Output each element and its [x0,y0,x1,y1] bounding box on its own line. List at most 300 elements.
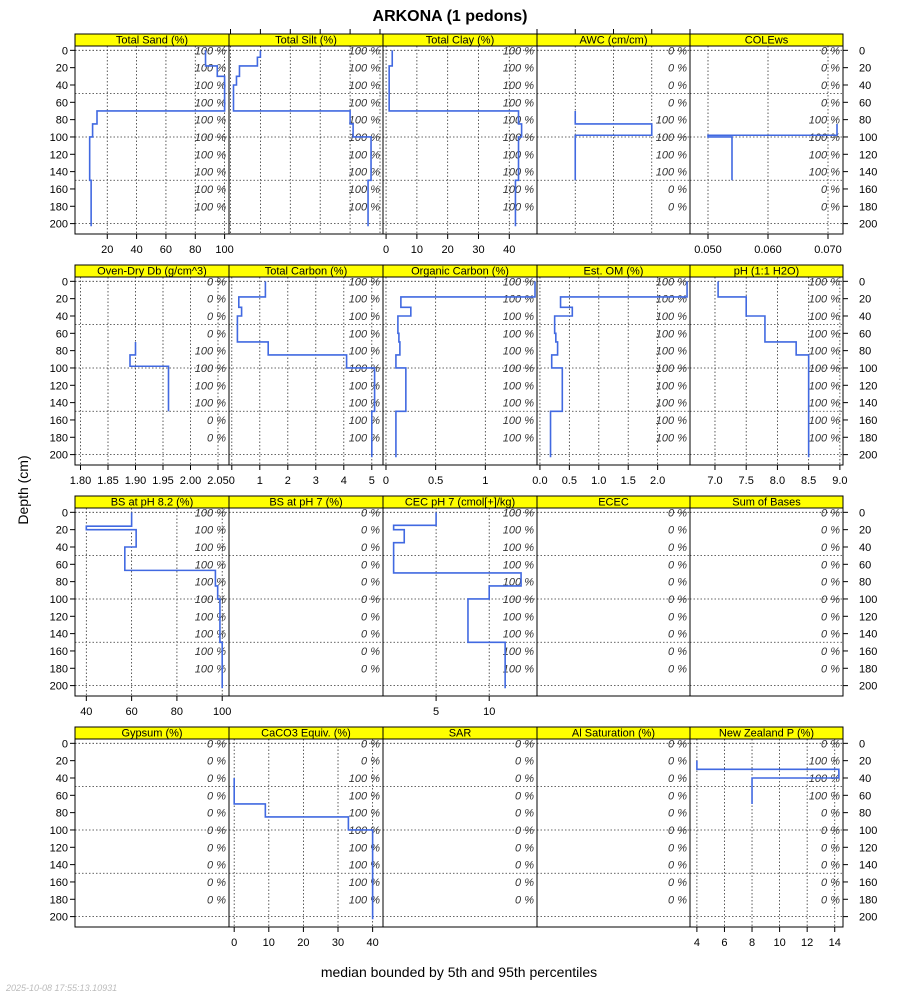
percent-label: 100 % [194,45,226,58]
percent-label: 0 % [207,738,226,751]
percent-label: 0 % [515,824,534,837]
percent-label: 100 % [348,824,380,837]
percent-label: 100 % [348,328,380,341]
percent-label: 100 % [348,201,380,214]
panel [690,496,877,696]
percent-label: 100 % [194,559,226,572]
y-tick-label: 160 [49,414,68,427]
y-tick-label: 80 [859,114,872,127]
x-tick-label: 0 [382,475,390,487]
y-tick-label: 140 [859,166,878,179]
x-tick-label: 80 [170,706,184,718]
x-tick-label: 10 [773,937,786,949]
panel-strip-label: AWC (cm/cm) [579,34,648,47]
percent-label: 100 % [502,397,534,410]
x-tick-label: 100 [213,706,232,718]
x-tick-label: 1.95 [152,475,174,487]
percent-label: 0 % [821,859,840,872]
y-tick-label: 100 [859,362,878,375]
panel [50,727,229,927]
percent-label: 0 % [821,559,840,572]
y-tick-label: 120 [859,842,878,855]
panel [532,265,690,487]
percent-label: 0 % [821,824,840,837]
percent-label: 100 % [502,45,534,58]
y-tick-label: 40 [859,772,872,785]
y-tick-label: 20 [55,755,68,768]
percent-label: 100 % [194,79,226,92]
percent-label: 0 % [668,772,687,785]
percent-label: 100 % [348,772,380,785]
x-tick-label: 100 [215,244,234,256]
percent-label: 0 % [515,807,534,820]
percent-label: 0 % [207,755,226,768]
y-tick-label: 200 [859,218,878,231]
x-tick-label: 1.85 [97,475,119,487]
y-tick-label: 140 [859,859,878,872]
percent-label: 0 % [361,593,380,606]
percent-label: 100 % [502,576,534,589]
percent-label: 100 % [502,114,534,127]
percent-label: 0 % [361,559,380,572]
percent-label: 100 % [194,362,226,375]
panel-strip-label: Total Silt (%) [275,34,337,47]
percent-label: 100 % [655,362,687,375]
percent-label: 0 % [668,183,687,196]
percent-label: 100 % [502,362,534,375]
x-tick-label: 5 [433,706,440,718]
percent-label: 100 % [348,894,380,907]
y-tick-label: 60 [859,559,872,572]
panel-strip-label: Al Saturation (%) [571,727,656,740]
percent-label: 0 % [207,432,226,445]
percent-label: 100 % [348,79,380,92]
percent-label: 100 % [502,149,534,162]
panel-strip-label: CaCO3 Equiv. (%) [261,727,351,740]
y-tick-label: 0 [61,738,68,751]
percent-label: 0 % [207,328,226,341]
percent-label: 100 % [502,432,534,445]
percent-label: 0 % [668,97,687,110]
panel-strip-label: Organic Carbon (%) [411,265,509,278]
percent-label: 0 % [821,842,840,855]
percent-label: 0 % [821,593,840,606]
x-tick-label: 1 [482,475,489,487]
y-tick-label: 160 [49,645,68,658]
x-tick-label: 14 [828,937,841,949]
percent-label: 100 % [502,328,534,341]
percent-label: 100 % [502,380,534,393]
percent-label: 100 % [502,645,534,658]
percent-label: 100 % [808,362,840,375]
panel-strip-label: Total Clay (%) [425,34,495,47]
percent-label: 100 % [808,310,840,323]
y-tick-label: 160 [49,183,68,196]
y-tick-label: 120 [859,611,878,624]
y-tick-label: 60 [55,97,68,110]
x-tick-label: 7.0 [707,475,723,487]
x-tick-label: 80 [189,244,202,256]
percent-label: 0 % [821,541,840,554]
y-tick-label: 180 [859,432,878,445]
y-tick-label: 200 [859,911,878,924]
percent-label: 0 % [207,807,226,820]
x-tick-label: 5 [368,475,375,487]
panel [690,265,877,487]
y-tick-label: 60 [55,328,68,341]
percent-label: 100 % [655,114,687,127]
percent-label: 0 % [515,842,534,855]
y-tick-label: 120 [49,842,68,855]
panel-strip-label: Total Sand (%) [115,34,189,47]
y-tick-label: 160 [859,183,878,196]
percent-label: 0 % [668,894,687,907]
percent-label: 0 % [207,824,226,837]
percent-label: 100 % [655,345,687,358]
percent-label: 100 % [502,541,534,554]
percent-label: 100 % [194,380,226,393]
percent-label: 0 % [361,628,380,641]
y-tick-label: 40 [859,310,872,323]
y-tick-label: 20 [859,293,872,306]
percent-label: 0 % [668,645,687,658]
percent-label: 100 % [348,876,380,889]
percent-label: 0 % [821,97,840,110]
x-tick-label: 9.0 [832,475,848,487]
y-tick-label: 80 [859,807,872,820]
y-tick-label: 200 [49,218,68,231]
x-axis-label: median bounded by 5th and 95th percentiles [320,964,598,980]
percent-label: 100 % [502,166,534,179]
percent-label: 100 % [502,131,534,144]
x-tick-label: 1.5 [620,475,636,487]
panel [229,727,383,949]
percent-label: 100 % [194,183,226,196]
y-tick-label: 40 [55,79,68,92]
panel [383,34,537,256]
x-tick-label: 1.0 [591,475,607,487]
percent-label: 0 % [668,842,687,855]
percent-label: 100 % [348,293,380,306]
percent-label: 100 % [348,345,380,358]
panel-strip-label: COLEws [744,34,789,47]
percent-label: 100 % [502,293,534,306]
percent-label: 0 % [668,524,687,537]
percent-label: 100 % [348,310,380,323]
y-tick-label: 20 [859,524,872,537]
percent-label: 0 % [668,663,687,676]
percent-label: 100 % [502,345,534,358]
percent-label: 100 % [502,593,534,606]
x-tick-label: 0 [383,244,390,256]
y-tick-label: 140 [49,397,68,410]
panel [383,265,537,487]
y-tick-label: 0 [61,276,68,289]
y-tick-label: 80 [55,345,68,358]
percent-label: 100 % [194,663,226,676]
y-tick-label: 60 [859,97,872,110]
y-tick-label: 160 [49,876,68,889]
y-tick-label: 40 [55,541,68,554]
x-tick-label: 0.0 [532,475,548,487]
panel-strip-label: New Zealand P (%) [718,727,815,740]
percent-label: 100 % [194,524,226,537]
percent-label: 0 % [361,507,380,520]
percent-label: 100 % [808,772,840,785]
percent-label: 100 % [194,576,226,589]
y-tick-label: 80 [859,576,872,589]
x-tick-label: 10 [483,706,496,718]
panel-strip-label: Oven-Dry Db (g/cm^3) [97,265,207,278]
percent-label: 0 % [361,663,380,676]
x-tick-label: 1.90 [124,475,147,487]
percent-label: 0 % [207,859,226,872]
percent-label: 100 % [194,62,226,75]
panel [50,265,229,487]
x-tick-label: 7.5 [738,475,754,487]
y-tick-label: 0 [61,507,68,520]
y-tick-label: 180 [49,894,68,907]
y-tick-label: 0 [859,738,866,751]
x-tick-label: 0 [231,937,238,949]
percent-label: 0 % [668,807,687,820]
y-tick-label: 100 [859,131,878,144]
x-tick-label: 2 [284,475,291,487]
y-tick-label: 80 [859,345,872,358]
y-tick-label: 40 [859,79,872,92]
panel [537,29,690,234]
y-tick-label: 60 [859,790,872,803]
percent-label: 100 % [194,166,226,179]
percent-label: 100 % [808,149,840,162]
percent-label: 100 % [502,97,534,110]
y-tick-label: 120 [859,380,878,393]
x-tick-label: 0.060 [754,244,782,256]
percent-label: 100 % [808,131,840,144]
x-tick-label: 12 [801,937,814,949]
y-tick-label: 160 [859,876,878,889]
y-tick-label: 100 [49,131,68,144]
y-tick-label: 60 [55,790,68,803]
x-tick-label: 0.050 [694,244,722,256]
x-tick-label: 40 [366,937,379,949]
percent-label: 100 % [348,842,380,855]
percent-label: 100 % [194,97,226,110]
percent-label: 100 % [502,79,534,92]
percent-label: 0 % [668,62,687,75]
percent-label: 0 % [207,276,226,289]
y-tick-label: 20 [55,62,68,75]
percent-label: 0 % [821,628,840,641]
percent-label: 100 % [502,414,534,427]
percent-label: 100 % [808,166,840,179]
percent-label: 0 % [668,593,687,606]
percent-label: 0 % [821,45,840,58]
percent-label: 0 % [361,645,380,658]
percent-label: 100 % [808,114,840,127]
percent-label: 100 % [655,293,687,306]
percent-label: 0 % [821,507,840,520]
x-tick-label: 0 [228,475,235,487]
x-tick-label: 1 [256,475,263,487]
percent-label: 0 % [361,755,380,768]
percent-label: 0 % [207,894,226,907]
percent-label: 100 % [348,62,380,75]
percent-label: 0 % [207,310,226,323]
percent-label: 100 % [502,663,534,676]
percent-label: 100 % [194,149,226,162]
y-tick-label: 20 [55,524,68,537]
percent-label: 0 % [821,576,840,589]
y-tick-label: 40 [55,310,68,323]
y-tick-label: 160 [859,414,878,427]
percent-label: 100 % [194,507,226,520]
percent-label: 100 % [194,611,226,624]
panel-strip-label: Total Carbon (%) [264,265,348,278]
percent-label: 0 % [361,541,380,554]
percent-label: 0 % [515,876,534,889]
y-tick-label: 80 [55,576,68,589]
percent-label: 0 % [515,859,534,872]
x-tick-label: 10 [410,244,424,256]
percent-label: 100 % [194,131,226,144]
percent-label: 0 % [821,79,840,92]
percent-label: 100 % [194,114,226,127]
percent-label: 100 % [348,97,380,110]
y-tick-label: 200 [49,911,68,924]
percent-label: 0 % [821,663,840,676]
panel [690,727,877,949]
percent-label: 0 % [668,790,687,803]
percent-label: 100 % [348,380,380,393]
percent-label: 100 % [348,166,380,179]
percent-label: 0 % [361,611,380,624]
panel-strip-label: Sum of Bases [732,496,801,509]
x-tick-label: 40 [80,706,93,718]
y-tick-label: 200 [49,680,68,693]
percent-label: 100 % [655,166,687,179]
y-tick-label: 100 [49,362,68,375]
x-tick-label: 40 [503,244,516,256]
x-tick-label: 1.80 [69,475,92,487]
panel-frame [75,739,229,927]
x-tick-label: 0.5 [561,475,578,487]
percent-label: 100 % [348,149,380,162]
y-tick-label: 100 [859,593,878,606]
percent-label: 100 % [348,397,380,410]
x-tick-label: 10 [262,937,275,949]
x-tick-label: 0.070 [814,244,842,256]
percent-label: 100 % [655,380,687,393]
percent-label: 100 % [502,628,534,641]
percent-label: 0 % [821,183,840,196]
percent-label: 100 % [194,593,226,606]
percent-label: 100 % [808,432,840,445]
x-tick-label: 20 [441,244,454,256]
y-tick-label: 80 [55,807,68,820]
y-tick-label: 60 [859,328,872,341]
percent-label: 0 % [361,738,380,751]
percent-label: 0 % [668,541,687,554]
percent-label: 100 % [348,114,380,127]
y-tick-label: 0 [859,507,866,520]
percent-label: 100 % [502,507,534,520]
y-tick-label: 180 [859,201,878,214]
percent-label: 0 % [668,45,687,58]
percent-label: 100 % [502,611,534,624]
percent-label: 0 % [821,645,840,658]
percent-label: 100 % [808,380,840,393]
percent-label: 0 % [361,524,380,537]
y-tick-label: 180 [859,894,878,907]
percent-label: 100 % [502,62,534,75]
x-tick-label: 40 [130,244,143,256]
percent-label: 100 % [348,362,380,375]
y-tick-label: 140 [49,628,68,641]
percent-label: 100 % [655,149,687,162]
percent-label: 0 % [668,876,687,889]
percent-label: 100 % [348,807,380,820]
y-tick-label: 100 [859,824,878,837]
percent-label: 100 % [194,345,226,358]
x-tick-label: 20 [297,937,310,949]
panel [50,34,234,256]
panel-frame [229,508,383,696]
percent-label: 100 % [808,755,840,768]
y-tick-label: 120 [859,149,878,162]
percent-label: 0 % [207,772,226,785]
percent-label: 0 % [668,507,687,520]
percent-label: 0 % [821,807,840,820]
percent-label: 100 % [194,645,226,658]
percent-label: 0 % [207,790,226,803]
percent-label: 100 % [655,310,687,323]
y-tick-label: 40 [859,541,872,554]
y-tick-label: 180 [49,432,68,445]
percent-label: 0 % [515,772,534,785]
x-tick-label: 6 [721,937,728,949]
panels-layer [50,29,878,949]
x-tick-label: 3 [312,475,319,487]
percent-label: 100 % [348,131,380,144]
percent-label: 0 % [668,611,687,624]
x-tick-label: 60 [125,706,138,718]
y-tick-label: 200 [859,449,878,462]
y-tick-label: 120 [49,611,68,624]
timestamp: 2025-10-08 17:55:13.10931 [6,983,118,993]
percent-label: 100 % [808,328,840,341]
panel [229,265,383,487]
profile-line [389,50,521,226]
percent-label: 0 % [515,790,534,803]
percent-label: 0 % [668,79,687,92]
y-tick-label: 20 [859,62,872,75]
percent-label: 100 % [655,432,687,445]
y-tick-label: 20 [55,293,68,306]
panel-strip-label: Est. OM (%) [583,265,644,278]
percent-label: 0 % [207,293,226,306]
percent-label: 100 % [655,328,687,341]
percent-label: 0 % [821,201,840,214]
percent-label: 0 % [821,611,840,624]
panel [383,496,537,718]
x-tick-label: 0.5 [428,475,444,487]
panel-strip-label: pH (1:1 H2O) [733,265,800,278]
percent-label: 0 % [668,576,687,589]
profile-line [718,281,809,457]
y-tick-label: 140 [49,859,68,872]
percent-label: 0 % [821,738,840,751]
